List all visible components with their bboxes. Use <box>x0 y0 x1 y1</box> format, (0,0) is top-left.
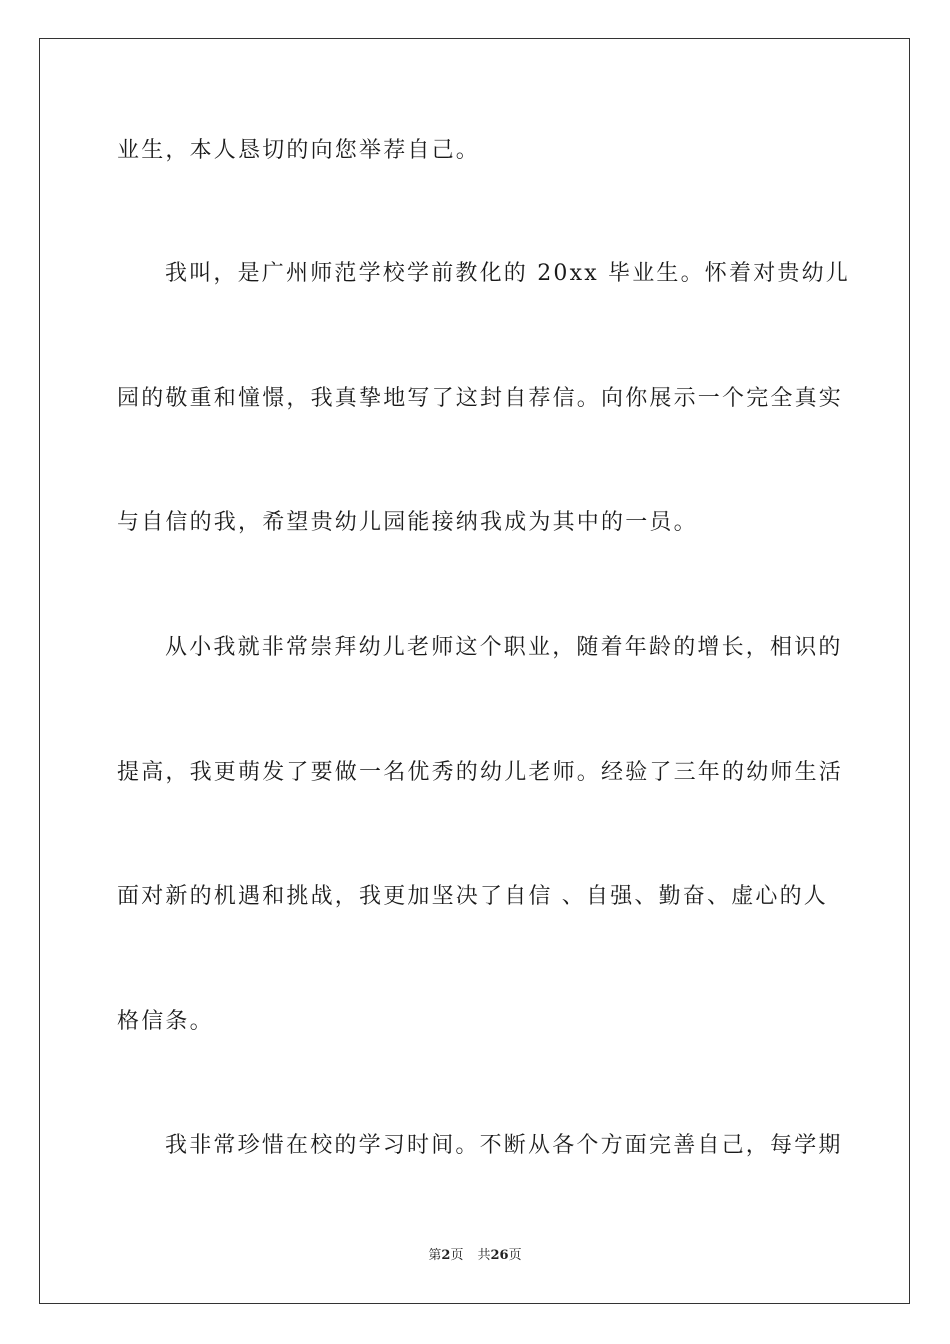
text-line-9: 我非常珍惜在校的学习时间。不断从各个方面完善自己，每学期 <box>165 1133 843 1158</box>
footer-page-suffix: 页 <box>450 1248 464 1263</box>
text-line-3: 园的敬重和憧憬，我真挚地写了这封自荐信。向你展示一个完全真实 <box>117 386 844 411</box>
footer-page-current: 2 <box>441 1248 451 1263</box>
footer-total-suffix: 页 <box>508 1248 522 1263</box>
text-line-2: 我叫，是广州师范学校学前教化的 20xx 毕业生。怀着对贵幼儿 <box>165 261 850 286</box>
text-line-8: 格信条。 <box>117 1009 214 1034</box>
page-footer <box>0 1247 950 1265</box>
footer-page-total: 26 <box>490 1248 509 1263</box>
text-line-5: 从小我就非常崇拜幼儿老师这个职业，随着年龄的增长，相识的 <box>165 635 843 660</box>
footer-total-prefix: 共 <box>477 1248 491 1263</box>
text-line-4: 与自信的我，希望贵幼儿园能接纳我成为其中的一员。 <box>117 510 698 535</box>
page-border <box>39 38 910 1304</box>
text-line-7: 面对新的机遇和挑战，我更加坚决了自信 、自强、勤奋、虚心的人 <box>117 884 828 909</box>
text-line-1: 业生，本人恳切的向您举荐自己。 <box>117 138 481 163</box>
text-line-6: 提高，我更萌发了要做一名优秀的幼儿老师。经验了三年的幼师生活 <box>117 760 844 785</box>
footer-page-prefix: 第 <box>428 1248 442 1263</box>
